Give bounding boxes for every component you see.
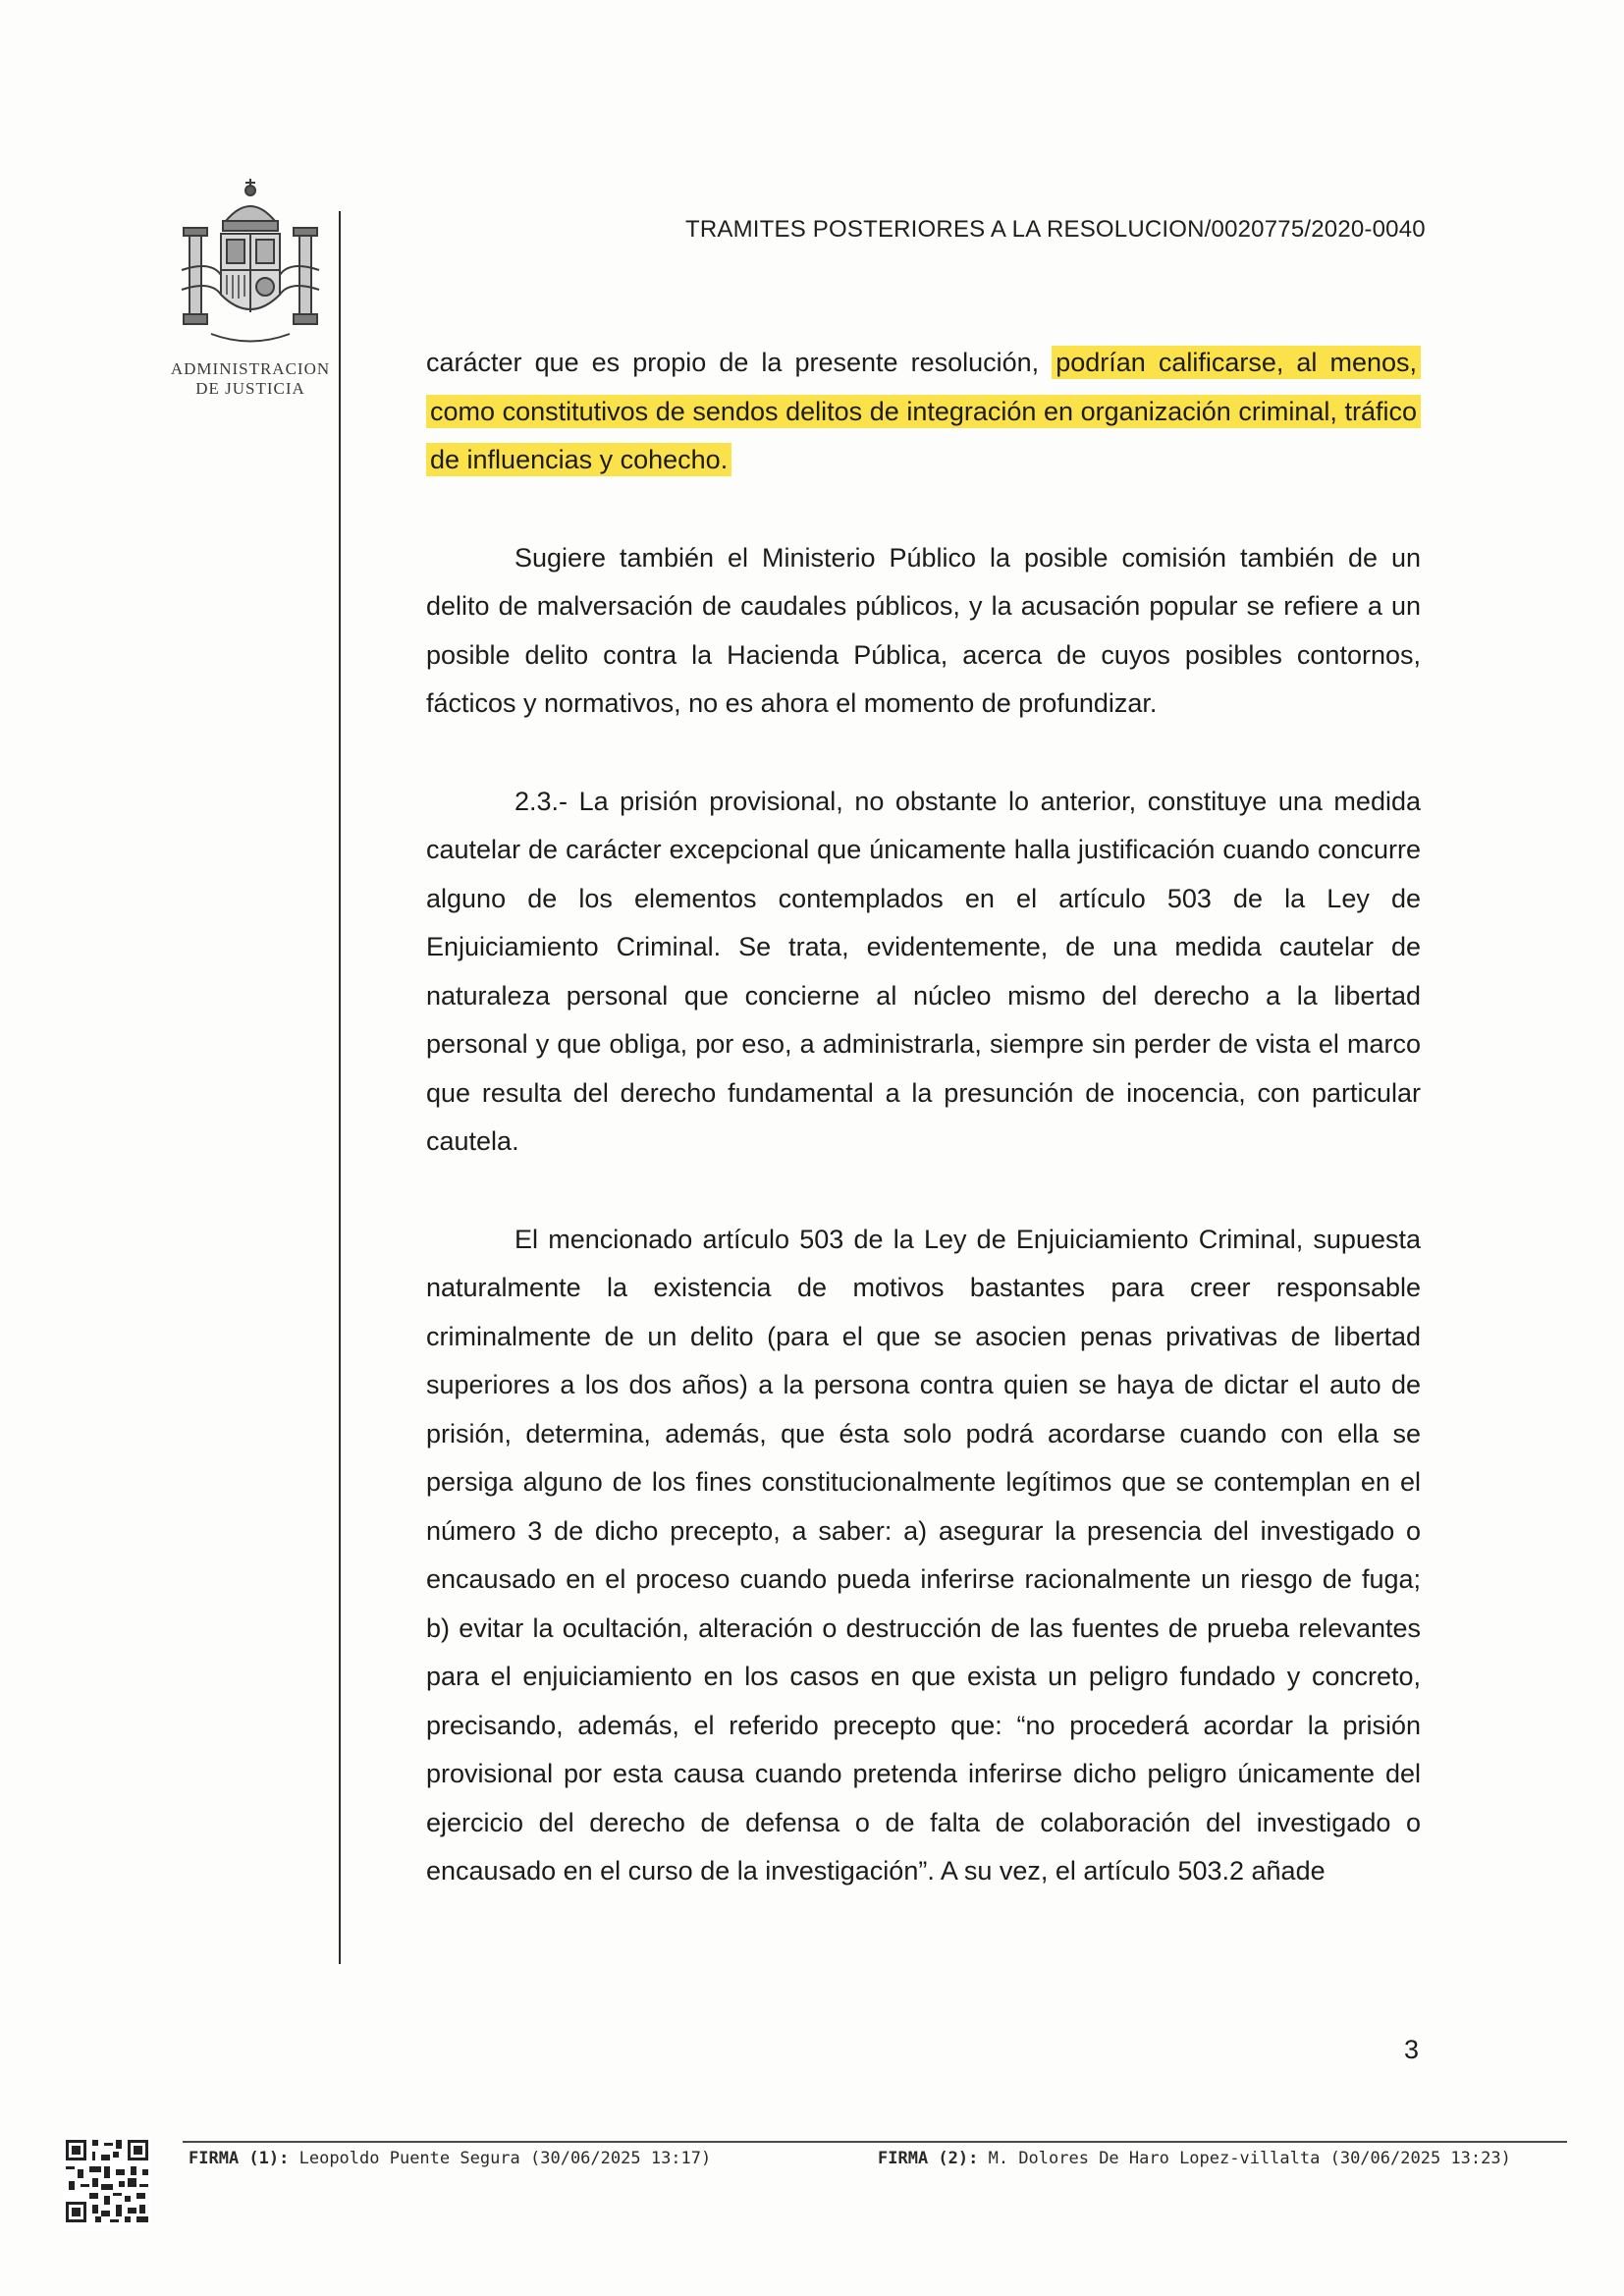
margin-rule bbox=[339, 211, 341, 1964]
signature-1 bbox=[189, 2149, 711, 2168]
paragraph-3: 2.3.- La prisión provisional, no obstante lo anterior, constituye una medida cautelar de carácter excepcional que únicamente halla justificación cuando concurre alguno de los elementos contemplados en el artículo 503 de la Ley de Enjuiciamiento Criminal. Se trata, evidentemente, de una medida cautelar de naturaleza personal que concierne al núcleo mismo del derecho a la libertad personal y que obliga, por eso, a administrarla, siempre sin perder de vista el marco que resulta del derecho fundamental a la presunción de inocencia, con particular cautela. bbox=[426, 786, 1421, 1156]
paragraph-2: Sugiere también el Ministerio Público la posible comisión también de un delito de malversación de caudales públicos, y la acusación popular se refiere a un posible delito contra la Hacienda Pública, acerca de cuyos posibles contornos, fácticos y normativos, no es ahora el momento de profundizar. bbox=[426, 542, 1421, 718]
coat-of-arms-icon bbox=[172, 177, 329, 354]
agency-line-2: DE JUSTICIA bbox=[195, 379, 305, 398]
agency-name bbox=[147, 359, 353, 399]
footer-rule bbox=[183, 2141, 1567, 2143]
qr-code-icon bbox=[63, 2137, 151, 2225]
signature-2-value: M. Dolores De Haro Lopez-villalta (30/06/2025 13:23) bbox=[988, 2149, 1511, 2168]
administration-emblem bbox=[147, 177, 353, 399]
paragraph-1 bbox=[426, 339, 1421, 485]
paragraph-1-text: carácter que es propio de la presente resolución, bbox=[426, 348, 1053, 377]
highlighted-passage: podrían calificarse, al menos, como constitutivos de sendos delitos de integración en organización criminal, tráfico de influencias y cohecho. bbox=[426, 346, 1421, 476]
paragraph-4: El mencionado artículo 503 de la Ley de Enjuiciamiento Criminal, supuesta naturalmente la existencia de motivos bastantes para creer responsable criminalmente de un delito (para el que se asocien penas privativas de libertad superiores a los dos años) a la persona contra quien se haya de dictar el auto de prisión, determina, además, que ésta solo podrá acordarse cuando con ella se persiga alguno de los fines constitucionalmente legítimos que se contemplan en el número 3 de dicho precepto, a saber: a) asegurar la presencia del investigado o encausado en el proceso cuando pueda inferirse racionalmente un riesgo de fuga; b) evitar la ocultación, alteración o destrucción de las fuentes de prueba relevantes para el enjuiciamiento en los casos en que exista un peligro fundado y concreto, precisando, además, el referido precepto que: “no procederá acordar la prisión provisional por esta causa cuando pretenda inferirse dicho peligro únicamente del ejercicio del derecho de defensa o de falta de colaboración del investigado o encausado en el curso de la investigación”. A su vez, el artículo 503.2 añade bbox=[426, 1224, 1421, 1886]
page-number: 3 bbox=[1404, 2035, 1420, 2064]
signature-2-label: FIRMA (2): bbox=[878, 2149, 979, 2168]
signature-2 bbox=[878, 2149, 1511, 2168]
signature-1-value: Leopoldo Puente Segura (30/06/2025 13:17) bbox=[298, 2149, 712, 2168]
document-body bbox=[426, 339, 1421, 1896]
case-reference: TRAMITES POSTERIORES A LA RESOLUCION/0020775/2020-0040 bbox=[685, 216, 1426, 243]
agency-line-1: ADMINISTRACION bbox=[170, 359, 331, 378]
signature-1-label: FIRMA (1): bbox=[189, 2149, 290, 2168]
